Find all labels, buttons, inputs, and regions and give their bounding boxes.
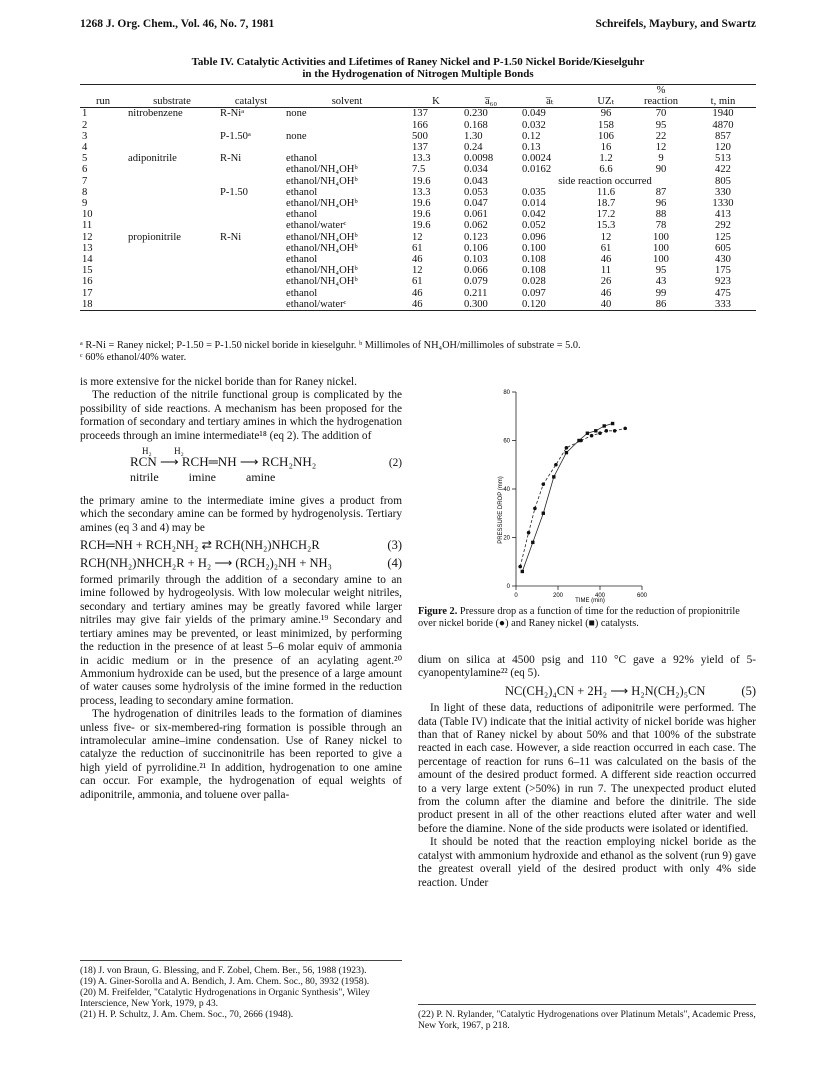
table-cell xyxy=(218,176,284,187)
table-cell: 0.230 xyxy=(464,108,488,120)
table-row xyxy=(80,142,756,153)
table-cell: ethanol/NH₄OHᵇ xyxy=(286,231,358,243)
table-cell: propionitrile xyxy=(128,231,181,243)
table-row xyxy=(80,198,756,209)
table-cell: 430 xyxy=(715,254,731,266)
paragraph: formed primarily through the addition of a secondary amine to an imine followed by hydrogeolysis. With low molecular weight nitriles, secondary and tertiary amines may be greatly favored while larger nitriles may give fair yields of the primary amine.¹⁹ Secondary and tertiary amines may be prevented, or least minimized, by performing the reduction in the presence of at least 5–6 molar equiv of ammonia in acidic medium or in the presence of an acylating agent.²⁰ Ammonium hydroxide can be used, but the presence of a large amount of water causes some hydrolysis of the imine formed in the reduction process, leading to secondary amine formation. xyxy=(80,574,402,707)
table-cell: 88 xyxy=(655,209,667,221)
table-body xyxy=(80,108,756,311)
table-row xyxy=(80,276,756,287)
table-cell xyxy=(218,243,284,254)
table-cell: 17.2 xyxy=(596,209,616,221)
eq5-number: (5) xyxy=(741,683,756,698)
footnote: (18) J. von Braun, G. Blessing, and F. Zobel, Chem. Ber., 56, 1988 (1923). xyxy=(80,965,367,976)
table-cell: ethanol/NH₄OHᵇ xyxy=(286,265,358,277)
table-cell xyxy=(218,209,284,220)
table-cell: 0.047 xyxy=(464,198,488,210)
data-point-raney-nickel xyxy=(521,570,524,573)
table-cell: 0.100 xyxy=(522,242,546,254)
table-cell: ethanol xyxy=(286,287,318,299)
table-cell: 15 xyxy=(82,265,93,277)
table-cell: 11.6 xyxy=(596,186,616,198)
right-footnotes xyxy=(418,1004,756,1031)
data-point-nickel-boride xyxy=(623,427,627,431)
table-row xyxy=(80,176,756,187)
table-caption xyxy=(80,56,756,80)
table-cell: ethanol xyxy=(286,209,318,221)
data-point-nickel-boride xyxy=(533,507,537,511)
paragraph: The hydrogenation of dinitriles leads to the formation of diamines unless five- or six-membered-ring formation is possible through an intramolecular amine–imine condensation. Use of Raney nickel to catalyze the reduction of succinonitrile has been reported to give a high yield of pyrrolidine.²¹ In addition, hydrogenation to one amine can occur. For example, the hydrogenation of equal weights of adiponitrile, ammonia, and toluene over palla- xyxy=(80,708,402,801)
col-header: run xyxy=(80,96,126,108)
table-cell: 805 xyxy=(715,175,731,187)
data-point-raney-nickel xyxy=(531,541,534,544)
table-cell: 40 xyxy=(580,299,632,311)
table-row xyxy=(80,153,756,164)
table-cell: 78 xyxy=(655,220,667,232)
table-cell xyxy=(218,299,284,311)
table-cell: nitrobenzene xyxy=(128,108,183,120)
left-footnotes xyxy=(80,960,402,1020)
y-axis-label: PRESSURE DROP (mm) xyxy=(498,476,504,544)
table-cell: R-Niᵃ xyxy=(220,108,245,120)
table-row xyxy=(80,164,756,175)
table-cell: 120 xyxy=(715,142,731,154)
table-cell xyxy=(218,164,284,175)
table-cell: R-Ni xyxy=(220,153,242,165)
table-cell xyxy=(218,265,284,276)
table-cell: 43 xyxy=(655,276,667,288)
x-tick-label: 200 xyxy=(552,593,564,599)
eq5-text: NC(CH₂)₄CN + 2H₂ ⟶ H₂N(CH₂)₅CN xyxy=(505,683,706,698)
eq2-scheme: RCN ⟶ RCH═NH ⟶ RCH₂NH₂ xyxy=(130,454,317,470)
table-row xyxy=(80,299,756,311)
table-cell: 0.052 xyxy=(522,220,546,232)
table-cell: 6 xyxy=(82,164,88,176)
equation-5 xyxy=(418,685,756,698)
paragraph: It should be noted that the reaction employing nickel boride as the catalyst with ammonium hydroxide and ethanol as the solvent (run 9) gave the greatest overall yield of the desired product with only 4% side reaction. Under xyxy=(418,836,756,889)
table-cell: 0.032 xyxy=(522,119,546,131)
table-cell: 0.061 xyxy=(464,209,488,221)
table-cell: 137 xyxy=(412,108,428,120)
table-cell: 100 xyxy=(653,231,669,243)
table-row xyxy=(80,232,756,243)
table-cell: 0.13 xyxy=(522,142,541,154)
table-cell xyxy=(218,276,284,287)
table-cell: 0.0098 xyxy=(464,153,494,165)
table-cell: 46 xyxy=(600,254,612,266)
table-cell: 61 xyxy=(412,276,423,288)
table-cell xyxy=(126,187,218,198)
table-cell xyxy=(126,254,218,265)
table-cell: 13 xyxy=(82,242,93,254)
eq2-over: H₂ H₂ xyxy=(142,446,184,457)
table-cell: 46 xyxy=(412,287,423,299)
table-cell: 605 xyxy=(715,242,731,254)
col-header: t, min xyxy=(690,96,756,108)
table-cell: ethanol/waterᶜ xyxy=(286,220,347,232)
table-cell: 22 xyxy=(655,130,667,142)
eq3-number: (3) xyxy=(387,538,402,553)
table-cell xyxy=(126,120,218,131)
table-cell: ethanol/waterᶜ xyxy=(284,299,410,311)
table-cell: 11 xyxy=(600,265,612,277)
data-point-raney-nickel xyxy=(542,512,545,515)
table-row xyxy=(80,243,756,254)
footnote: (20) M. Freifelder, "Catalytic Hydrogenations in Organic Synthesis", Wiley Interscience, New York, 1979, p 43. xyxy=(80,987,370,1009)
table-cell: 12 xyxy=(600,231,612,243)
table-caption-line2: in the Hydrogenation of Nitrogen Multiple Bonds xyxy=(302,68,534,80)
table-cell: 0.053 xyxy=(464,186,488,198)
table-cell: 0.103 xyxy=(464,254,488,266)
table-row xyxy=(80,265,756,276)
table-cell: 0.014 xyxy=(522,198,546,210)
table-cell: 19.6 xyxy=(412,209,431,221)
table-cell: none xyxy=(286,108,307,120)
y-tick-label: 60 xyxy=(503,438,510,445)
table-cell: 16 xyxy=(82,276,93,288)
data-point-nickel-boride xyxy=(565,446,569,450)
table-cell: 12 xyxy=(655,142,667,154)
x-axis-label: TIME (min) xyxy=(575,598,605,604)
paragraph: In light of these data, reductions of adiponitrile were performed. The data (Table IV) indicate that the initial activity of nickel boride was higher than that of Raney nickel by about 50% and that 100% of the substrate reacted in each case. However, a side reaction occurred in each case. The percentage of reaction for runs 6–11 was calculated on the basis of the amount of the desired product formed. A different side reaction occurred to a very large extent (>50%) in run 7. The unexpected product eluted from the column after the diamine and before the dinitrile. The side product present in all of the other reactions eluted after water and well before the diamine. None of the side products were isolated or identified. xyxy=(418,702,756,835)
data-point-raney-nickel xyxy=(565,451,568,454)
table-cell: 0.0024 xyxy=(522,153,552,165)
paragraph: is more extensive for the nickel boride than for Raney nickel. xyxy=(80,376,357,388)
data-point-raney-nickel xyxy=(577,439,580,442)
table-cell: 95 xyxy=(655,119,667,131)
table-cell: P-1.50 xyxy=(220,186,248,198)
table-cell xyxy=(126,243,218,254)
table-cell: P-1.50ᵃ xyxy=(220,130,251,142)
eq2-under: nitrile imine amine xyxy=(130,470,276,485)
table-cell: 18.7 xyxy=(596,198,616,210)
table-cell: ethanol xyxy=(286,254,318,266)
table-cell: 96 xyxy=(600,108,612,120)
table-cell: 0.097 xyxy=(522,287,546,299)
table-cell: 4870 xyxy=(712,119,734,131)
table-cell: 7.5 xyxy=(412,164,426,176)
footnote: (22) P. N. Rylander, "Catalytic Hydrogenations over Platinum Metals", Academic Press, New York, 1967, p 218. xyxy=(418,1009,756,1031)
table-cell: 90 xyxy=(655,164,667,176)
y-tick-label: 0 xyxy=(506,584,510,590)
y-tick-label: 40 xyxy=(503,487,510,493)
table-cell: 0.168 xyxy=(464,119,488,131)
table-cell: 18 xyxy=(80,299,126,311)
table-cell: 9 xyxy=(82,198,88,210)
data-point-nickel-boride xyxy=(554,463,558,467)
table-cell: 422 xyxy=(715,164,731,176)
eq4-number: (4) xyxy=(387,555,402,570)
table-cell: 0.120 xyxy=(520,299,580,311)
paragraph: dium on silica at 4500 psig and 110 °C gave a 92% yield of 5-cyanopentylamine²² (eq 5). xyxy=(418,654,756,680)
table-cell: 96 xyxy=(655,198,667,210)
table-cell: 0.12 xyxy=(522,130,541,142)
table-cell: 26 xyxy=(600,276,612,288)
table-cell: 1 xyxy=(82,108,88,120)
table-cell: 0.079 xyxy=(464,276,488,288)
figure-label: Figure 2. xyxy=(418,606,458,617)
table-cell: 0.108 xyxy=(522,254,546,266)
table-cell: 1330 xyxy=(712,198,734,210)
table-cell: 12 xyxy=(412,265,423,277)
table-row xyxy=(80,288,756,299)
equation-3 xyxy=(80,539,402,552)
table-cell: 2 xyxy=(82,119,88,131)
table-cell xyxy=(126,142,218,153)
table-cell: 6.6 xyxy=(599,164,613,176)
table-cell: 0.028 xyxy=(522,276,546,288)
table-cell xyxy=(126,131,218,142)
data-point-nickel-boride xyxy=(598,431,602,435)
table-row xyxy=(80,108,756,120)
table-cell: 158 xyxy=(598,119,614,131)
table-cell xyxy=(218,288,284,299)
table-cell: ethanol xyxy=(286,153,318,165)
table-row xyxy=(80,187,756,198)
table-cell: 17 xyxy=(82,287,93,299)
table-row xyxy=(80,220,756,231)
data-point-raney-nickel xyxy=(594,429,597,432)
right-column xyxy=(418,628,756,890)
footnote: (19) A. Giner-Sorolla and A. Bendich, J. Am. Chem. Soc., 80, 3932 (1958). xyxy=(80,976,370,987)
authors: Schreifels, Maybury, and Swartz xyxy=(595,18,756,30)
table-footnote: ᶜ 60% ethanol/40% water. xyxy=(80,352,187,363)
table-cell: 61 xyxy=(412,242,423,254)
table-cell: 1.30 xyxy=(464,130,483,142)
table-cell: R-Ni xyxy=(220,231,242,243)
table-cell: 4 xyxy=(82,142,88,154)
table-cell: 0.066 xyxy=(464,265,488,277)
journal-citation: 1268 J. Org. Chem., Vol. 46, No. 7, 1981 xyxy=(80,18,275,30)
eq3-text: RCH═NH + RCH₂NH₂ ⇄ RCH(NH₂)NHCH₂R xyxy=(80,538,320,553)
table-cell: 0.042 xyxy=(522,209,546,221)
pct-header: % xyxy=(632,85,690,97)
x-tick-label: 0 xyxy=(514,593,518,599)
col-header: a̅₆₀ xyxy=(462,96,520,108)
table-cell: 12 xyxy=(82,231,93,243)
table-cell: 0.211 xyxy=(464,287,488,299)
equation-2 xyxy=(80,445,402,491)
left-column xyxy=(80,376,402,802)
table-cell xyxy=(218,254,284,265)
table-cell: ethanol/NH₄OHᵇ xyxy=(286,276,358,288)
table-cell: 0.106 xyxy=(464,242,488,254)
figure-caption-text: Pressure drop as a function of time for the reduction of propionitrile over nickel boride (●) and Raney nickel (■) catalysts. xyxy=(418,606,740,629)
table-cell: 1940 xyxy=(712,108,734,120)
table-cell: 513 xyxy=(715,153,731,165)
table-row xyxy=(80,209,756,220)
table-cell xyxy=(126,288,218,299)
table-cell xyxy=(126,220,218,231)
table-cell: 857 xyxy=(715,130,731,142)
table-cell: 86 xyxy=(632,299,690,311)
table-cell: 0.300 xyxy=(462,299,520,311)
table-cell xyxy=(218,120,284,131)
table-row xyxy=(80,131,756,142)
table-cell: ethanol/NH₄OHᵇ xyxy=(286,175,358,187)
table-cell: 0.035 xyxy=(522,186,546,198)
data-point-nickel-boride xyxy=(613,429,617,433)
table-cell: none xyxy=(286,130,307,142)
data-point-raney-nickel xyxy=(586,432,589,435)
data-point-raney-nickel xyxy=(603,424,606,427)
table-cell: 99 xyxy=(655,287,667,299)
data-point-nickel-boride xyxy=(527,531,531,535)
table-cell: 0.0162 xyxy=(522,164,552,176)
table-cell: 87 xyxy=(655,186,667,198)
col-header: substrate xyxy=(126,96,218,108)
table-cell: adiponitrile xyxy=(128,153,177,165)
data-table xyxy=(80,84,756,311)
table-cell: 100 xyxy=(653,242,669,254)
table-cell: 3 xyxy=(82,130,88,142)
table-cell: 14 xyxy=(82,254,93,266)
table-cell: 923 xyxy=(715,276,731,288)
table-footnote: ᵃ R-Ni = Raney nickel; P-1.50 = P-1.50 nickel boride in kieselguhr. ᵇ Millimoles of NH₄OH/millimoles of substrate = 5.0. xyxy=(80,340,581,351)
table-cell: ethanol/NH₄OHᵇ xyxy=(286,242,358,254)
table-cell xyxy=(218,198,284,209)
table-cell: 70 xyxy=(655,108,667,120)
table-cell: 9 xyxy=(658,153,664,165)
table-cell: 500 xyxy=(412,130,428,142)
data-point-nickel-boride xyxy=(590,434,594,438)
eq4-text: RCH(NH₂)NHCH₂R + H₂ ⟶ (RCH₂)₂NH + NH₃ xyxy=(80,555,332,570)
figure-caption xyxy=(418,606,756,629)
col-header: K xyxy=(410,96,462,108)
col-header: UZₜ xyxy=(580,96,632,108)
x-tick-label: 400 xyxy=(594,593,606,599)
y-tick-label: 20 xyxy=(503,535,510,542)
table-cell: 16 xyxy=(600,142,612,154)
table-cell: 175 xyxy=(715,265,731,277)
series-line-raney-nickel xyxy=(522,424,612,572)
table-cell: 11 xyxy=(82,220,93,232)
table-cell: 7 xyxy=(82,175,88,187)
table-cell: 413 xyxy=(715,209,731,221)
table-cell: 125 xyxy=(715,231,731,243)
table-cell: ethanol/NH₄OHᵇ xyxy=(286,164,358,176)
table-cell: 46 xyxy=(410,299,462,311)
table-cell: 5 xyxy=(82,153,88,165)
table-cell: 333 xyxy=(690,299,756,311)
table-footnotes xyxy=(80,340,770,364)
table-cell: 61 xyxy=(600,242,612,254)
table-cell: 19.6 xyxy=(412,220,431,232)
table-cell: 330 xyxy=(715,186,731,198)
table-cell: 0.108 xyxy=(522,265,546,277)
table-cell xyxy=(218,142,284,153)
paragraph: the primary amine to the intermediate imine gives a product from which the secondary amine can be formed by hydrogenolysis. Tertiary amines (eq 3 and 4) may be xyxy=(80,495,402,534)
col-header: reaction xyxy=(632,96,690,108)
table-caption-line1: Table IV. Catalytic Activities and Lifetimes of Raney Nickel and P-1.50 Nickel Boride/Kieselguhr xyxy=(191,56,645,68)
table-cell: 106 xyxy=(598,130,614,142)
table-cell xyxy=(284,142,410,153)
table-cell xyxy=(218,220,284,231)
table-cell xyxy=(284,120,410,131)
table-cell: 0.123 xyxy=(464,231,488,243)
table-cell: ethanol xyxy=(286,186,318,198)
table-cell: 13.3 xyxy=(412,153,431,165)
table-cell: 1.2 xyxy=(599,153,613,165)
table-cell: ethanol/NH₄OHᵇ xyxy=(286,198,358,210)
table-cell xyxy=(126,299,218,311)
y-tick-label: 80 xyxy=(503,390,510,396)
table-cell: 137 xyxy=(412,142,428,154)
data-point-nickel-boride xyxy=(518,565,522,569)
table-cell xyxy=(126,209,218,220)
col-header: solvent xyxy=(284,96,410,108)
table-cell: 100 xyxy=(653,254,669,266)
table-cell: 13.3 xyxy=(412,186,431,198)
table-cell xyxy=(126,265,218,276)
table-cell: side reaction occurred xyxy=(558,175,652,187)
table-cell: 0.096 xyxy=(522,231,546,243)
series-line-nickel-boride xyxy=(520,428,625,566)
table-cell: 46 xyxy=(600,287,612,299)
col-header: catalyst xyxy=(218,96,284,108)
table-cell: 15.3 xyxy=(596,220,616,232)
table-row xyxy=(80,120,756,131)
data-point-nickel-boride xyxy=(605,429,609,433)
table-cell: 8 xyxy=(82,186,88,198)
table-cell: 19.6 xyxy=(412,198,431,210)
col-header: a̅ₜ xyxy=(520,96,580,108)
table-cell: 0.24 xyxy=(464,142,483,154)
table-cell xyxy=(126,176,218,187)
table-cell: 0.062 xyxy=(464,220,488,232)
table-cell: 292 xyxy=(715,220,731,232)
data-point-raney-nickel xyxy=(611,422,614,425)
equation-4 xyxy=(80,557,402,570)
table-cell: 10 xyxy=(82,209,93,221)
table-cell: 46 xyxy=(412,254,423,266)
table-cell: 0.049 xyxy=(522,108,546,120)
table-cell xyxy=(126,198,218,209)
footnote: (21) H. P. Schultz, J. Am. Chem. Soc., 70, 2666 (1948). xyxy=(80,1009,294,1020)
data-point-nickel-boride xyxy=(542,482,546,486)
table-cell: 166 xyxy=(412,119,428,131)
table-cell xyxy=(126,276,218,287)
table-cell: 475 xyxy=(715,287,731,299)
table-cell: 19.6 xyxy=(412,175,431,187)
table-cell: 0.034 xyxy=(464,164,488,176)
table-cell xyxy=(126,164,218,175)
table-cell: 12 xyxy=(412,231,423,243)
x-tick-label: 600 xyxy=(636,593,648,599)
eq2-number: (2) xyxy=(388,457,402,470)
table-cell: 95 xyxy=(655,265,667,277)
table-cell: 0.043 xyxy=(464,175,488,187)
table-row xyxy=(80,254,756,265)
paragraph: The reduction of the nitrile functional group is complicated by the possibility of side reactions. A mechanism has been proposed for the formation of secondary and tertiary amines in which the hydrogenation proceeds through an imine intermediate¹⁸ (eq 2). The addition of xyxy=(80,389,402,442)
figure-2-chart xyxy=(480,380,670,605)
data-point-raney-nickel xyxy=(552,475,555,478)
